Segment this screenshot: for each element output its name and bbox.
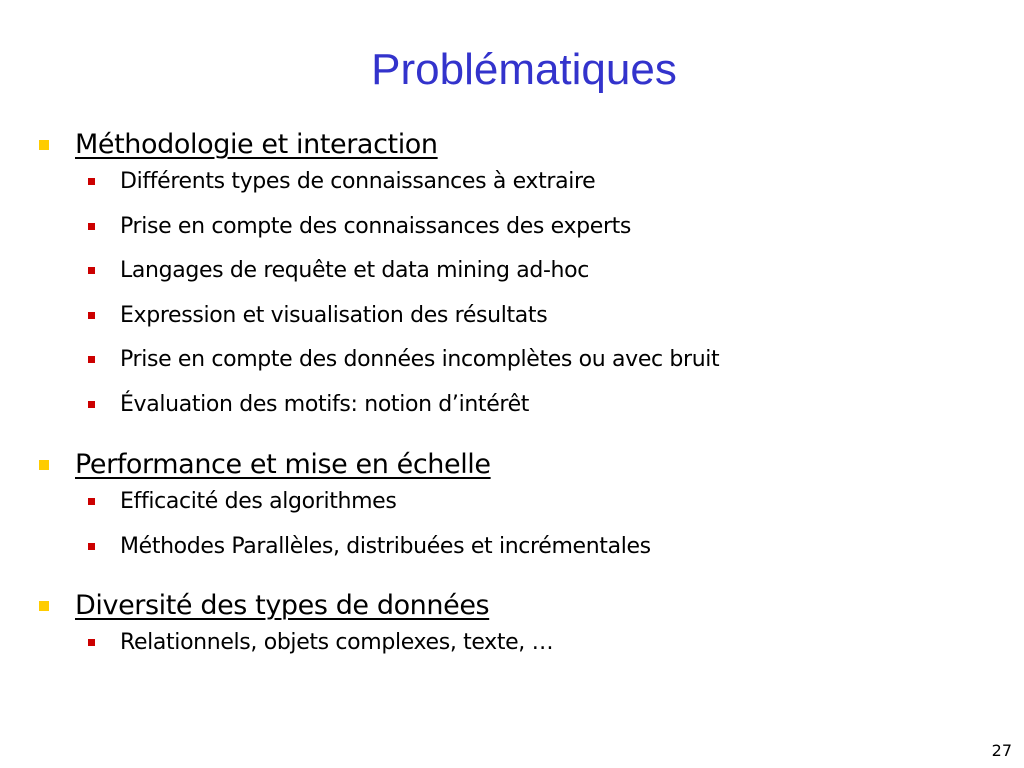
sub-bullet-list — [0, 628, 1024, 673]
list-item-text: Méthodes Parallèles, distribuées et incrémentales — [120, 533, 651, 559]
square-bullet-icon — [88, 401, 95, 408]
list-item — [0, 212, 1024, 257]
square-bullet-icon — [88, 312, 95, 319]
square-bullet-icon — [88, 498, 95, 505]
list-item — [0, 256, 1024, 301]
list-item-text: Prise en compte des connaissances des experts — [120, 213, 632, 239]
list-item — [0, 301, 1024, 346]
list-item-text: Efficacité des algorithmes — [120, 489, 397, 514]
square-bullet-icon — [39, 140, 49, 150]
list-item-text: Évaluation des motifs: notion d’intérêt — [120, 391, 530, 417]
list-item-text: Relationnels, objets complexes, texte, … — [120, 630, 554, 655]
section-heading: Diversité des types de données — [75, 590, 490, 621]
list-item — [0, 345, 1024, 390]
square-bullet-icon — [88, 356, 95, 363]
section-data-types — [0, 588, 1024, 673]
sub-bullet-list — [0, 167, 1024, 434]
list-item — [0, 390, 1024, 435]
section-methodology — [0, 127, 1024, 434]
list-item-text: Prise en compte des données incomplètes ou avec bruit — [120, 347, 720, 372]
list-item-text: Langages de requête et data mining ad-hoc — [120, 258, 590, 283]
square-bullet-icon — [88, 223, 95, 230]
list-item-text: Différents types de connaissances à extraire — [120, 169, 596, 194]
square-bullet-icon — [88, 639, 95, 646]
section-performance — [0, 447, 1024, 576]
section-heading-row — [0, 127, 1024, 167]
section-heading-row — [0, 447, 1024, 487]
square-bullet-icon — [88, 543, 95, 550]
sub-bullet-list — [0, 487, 1024, 576]
square-bullet-icon — [88, 267, 95, 274]
page-number: 27 — [991, 741, 1012, 760]
slide-title: Problématiques — [371, 45, 677, 94]
list-item — [0, 532, 1024, 577]
section-heading-row — [0, 588, 1024, 628]
square-bullet-icon — [39, 460, 49, 470]
square-bullet-icon — [39, 601, 49, 611]
square-bullet-icon — [88, 178, 95, 185]
section-heading: Méthodologie et interaction — [75, 129, 438, 160]
list-item-text: Expression et visualisation des résultats — [120, 302, 548, 328]
list-item — [0, 487, 1024, 532]
list-item — [0, 167, 1024, 212]
list-item — [0, 628, 1024, 673]
section-heading: Performance et mise en échelle — [75, 449, 491, 480]
